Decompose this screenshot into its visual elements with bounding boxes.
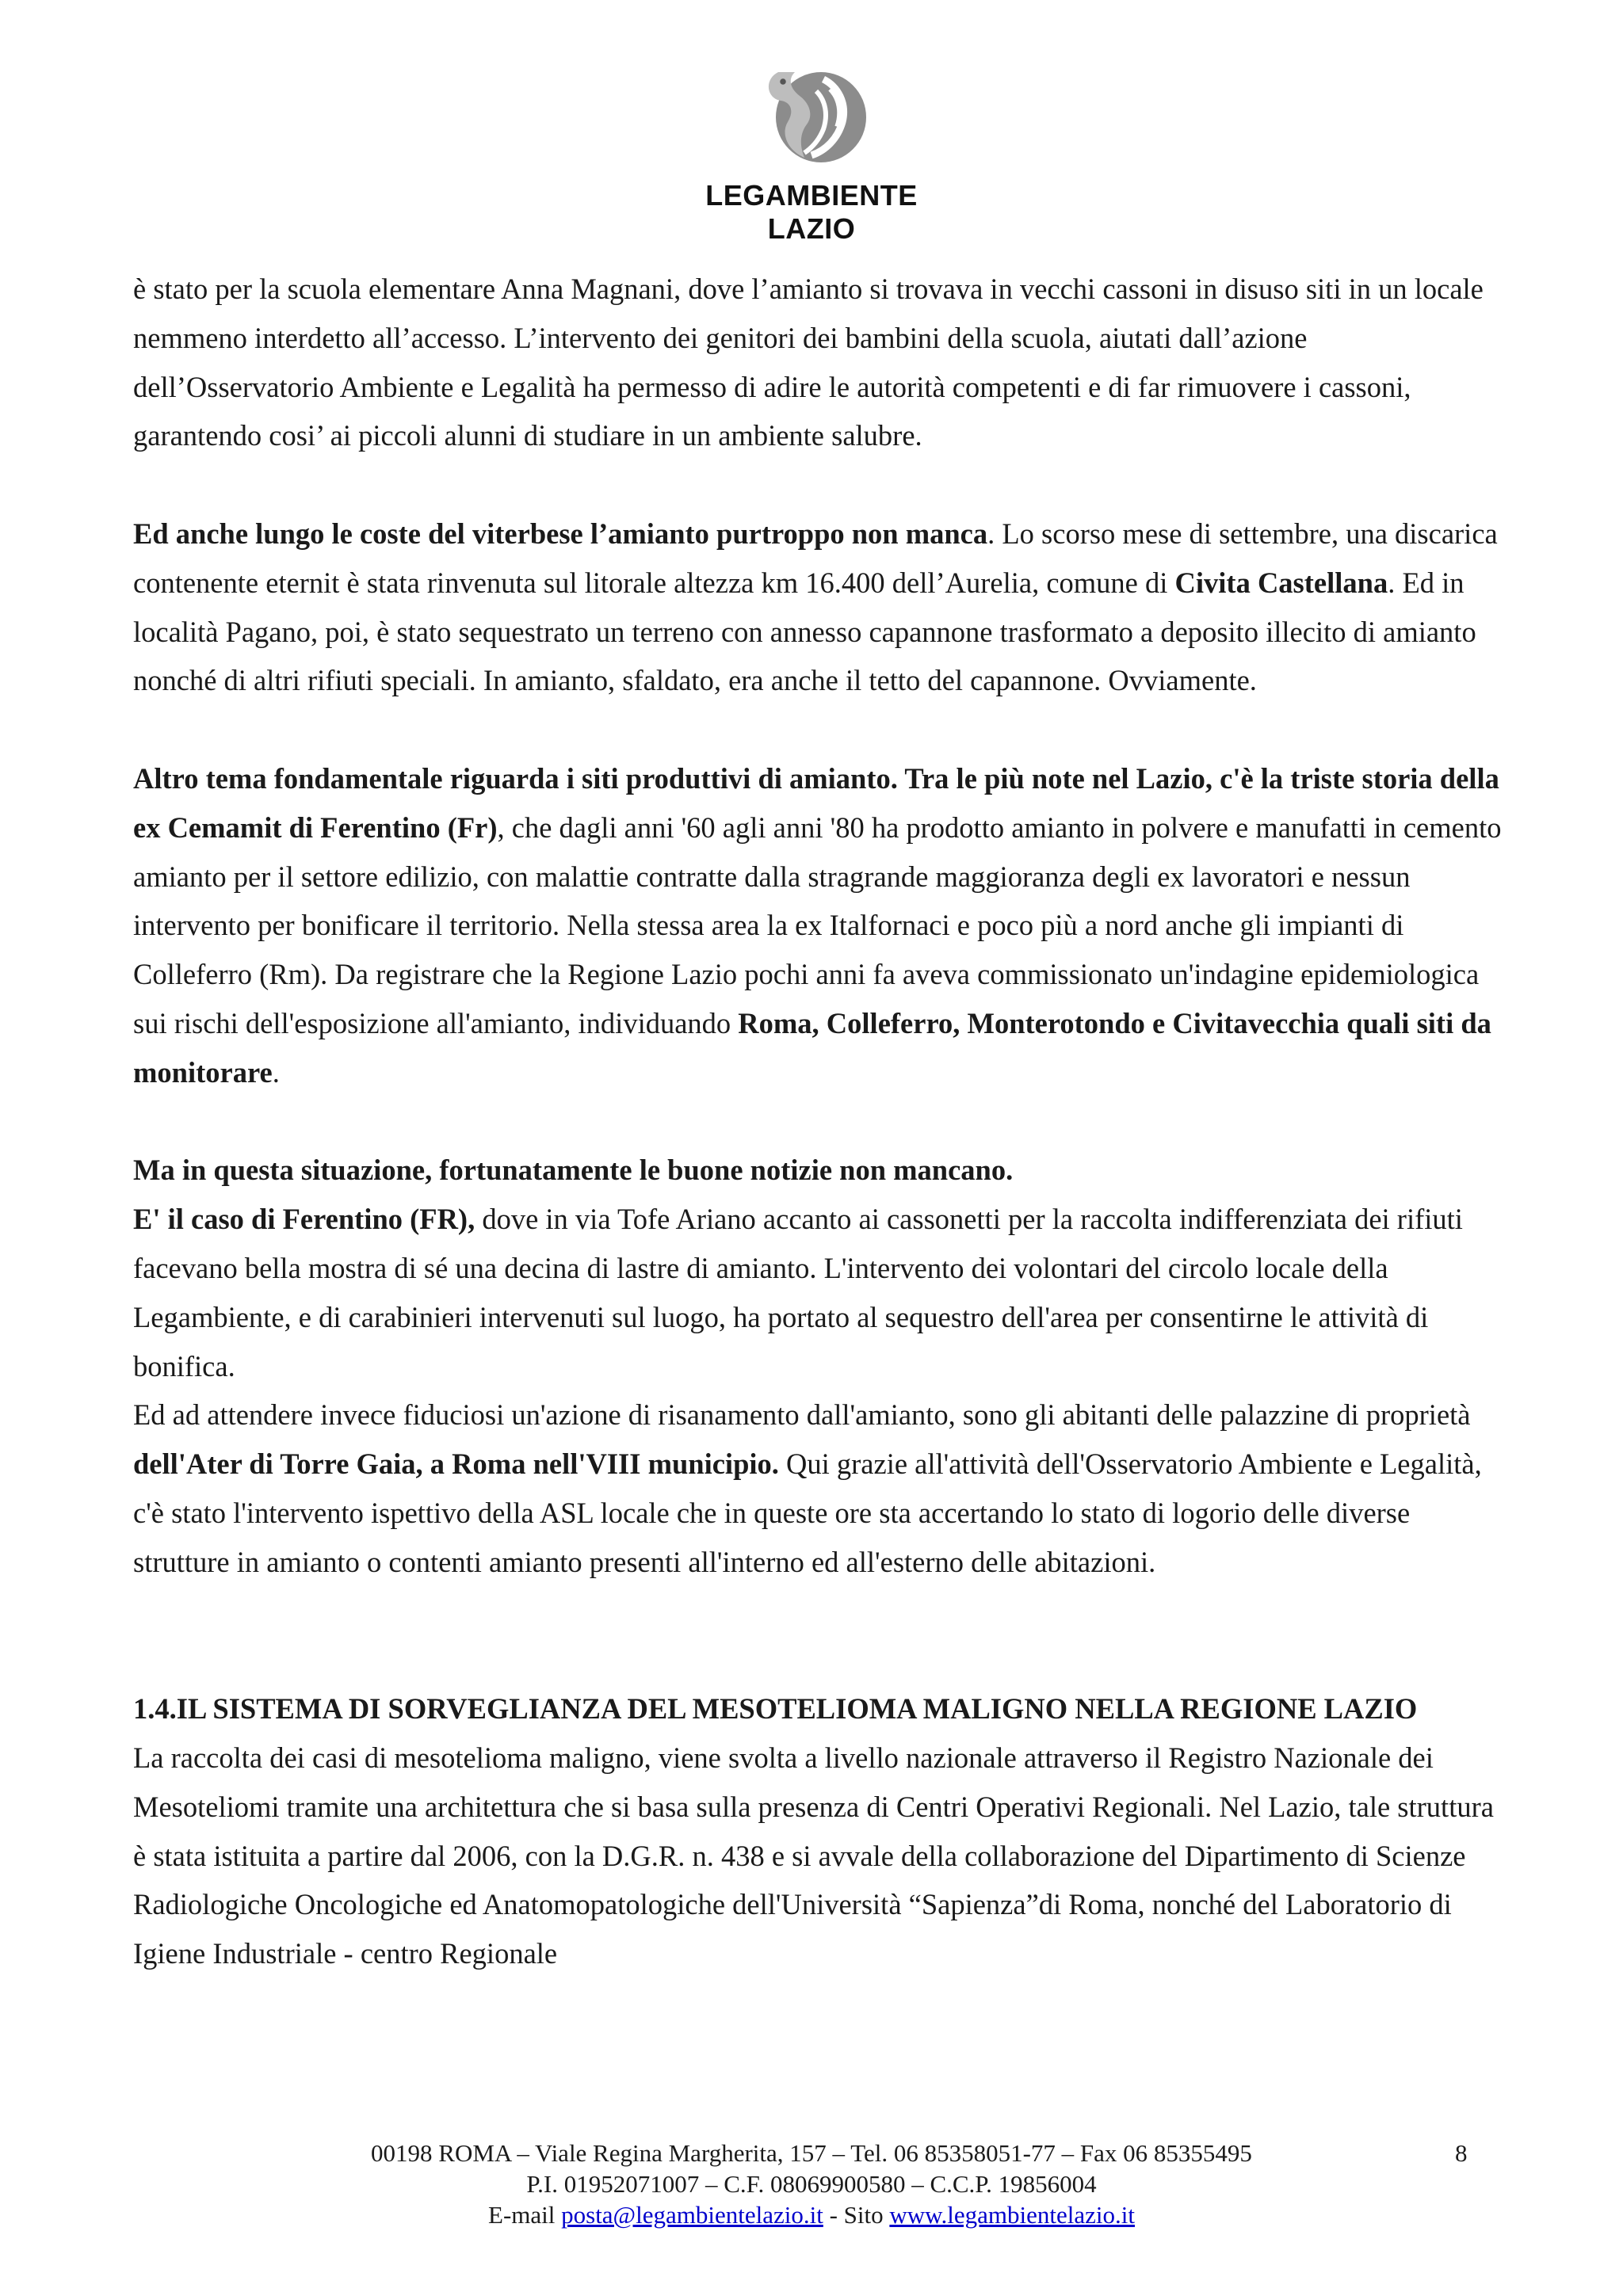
bold-text: E' il caso di Ferentino (FR),: [133, 1203, 475, 1236]
bold-text: Ed anche lungo le coste del viterbese l’amianto purtroppo non manca: [133, 517, 988, 550]
footer-address: 00198 ROMA – Viale Regina Margherita, 157 – Tel. 06 85358051-77 – Fax 06 85355495: [371, 2139, 1252, 2167]
bold-text: dell'Ater di Torre Gaia, a Roma nell'VIII municipio.: [133, 1447, 779, 1481]
page-number: 8: [1455, 2139, 1468, 2167]
document-body: [133, 265, 1512, 1978]
brand-region: LAZIO: [767, 212, 856, 245]
paragraph: Ed ad attendere invece fiduciosi un'azione di risanamento dall'amianto, sono gli abitanti delle palazzine di proprietà dell'Ater di Torre Gaia, a Roma nell'VIII municipio. Qui grazie all'attività dell'Osservatorio Ambiente e Legalità, c'è stato l'intervento ispettivo della ASL locale che in queste ore sta accertando lo stato di logorio delle diverse strutture in amianto o contenti amianto presenti all'interno ed all'esterno delle abitazioni.: [133, 1398, 1482, 1578]
paragraph: Ed anche lungo le coste del viterbese l’amianto purtroppo non manca. Lo scorso mese di settembre, una discarica contenente eternit è stata rinvenuta sul litorale altezza km 16.400 dell’Aurelia, comune di Civita Castellana. Ed in località Pagano, poi, è stato sequestrato un terreno con annesso capannone trasformato a deposito illecito di amianto nonché di altri rifiuti speciali. In amianto, sfaldato, era anche il tetto del capannone. Ovviamente.: [133, 517, 1498, 697]
brand-name: LEGAMBIENTE: [705, 179, 918, 212]
letterhead: [0, 55, 1623, 246]
footer-fiscal: P.I. 01952071007 – C.F. 08069900580 – C.C.P. 19856004: [526, 2170, 1097, 2198]
website-link[interactable]: www.legambientelazio.it: [889, 2201, 1135, 2229]
paragraph-heading: Ma in questa situazione, fortunatamente le buone notizie non mancano.: [133, 1154, 1014, 1187]
email-link[interactable]: posta@legambientelazio.it: [561, 2201, 823, 2229]
page-footer: [0, 2138, 1623, 2230]
swan-logo-icon: [752, 55, 871, 174]
bold-text: Roma, Colleferro, Monterotondo e Civitavecchia quali siti da monitorare: [133, 1006, 1491, 1089]
footer-contacts: E-mail posta@legambientelazio.it - Sito www.legambientelazio.it: [488, 2201, 1135, 2229]
paragraph: è stato per la scuola elementare Anna Magnani, dove l’amianto si trovava in vecchi cassoni in disuso siti in un locale nemmeno interdetto all’accesso. L’intervento dei genitori dei bambini della scuola, aiutati dall’azione dell’Osservatorio Ambiente e Legalità ha permesso di adire le autorità competenti e di far rimuovere i cassoni, garantendo cosi’ ai piccoli alunni di studiare in un ambiente salubre.: [133, 273, 1484, 452]
section-heading: 1.4.IL SISTEMA DI SORVEGLIANZA DEL MESOTELIOMA MALIGNO NELLA REGIONE LAZIO: [133, 1692, 1418, 1726]
bold-text: Civita Castellana: [1174, 566, 1388, 599]
paragraph: E' il caso di Ferentino (FR), dove in via Tofe Ariano accanto ai cassonetti per la raccolta indifferenziata dei rifiuti facevano bella mostra di sé una decina di lastre di amianto. L'intervento dei volontari del circolo locale della Legambiente, e di carabinieri intervenuti sul luogo, ha portato al sequestro dell'area per consentirne le attività di bonifica.: [133, 1203, 1463, 1383]
paragraph: La raccolta dei casi di mesotelioma maligno, viene svolta a livello nazionale attraverso il Registro Nazionale dei Mesoteliomi tramite una architettura che si basa sulla presenza di Centri Operativi Regionali. Nel Lazio, tale struttura è stata istituita a partire dal 2006, con la D.G.R. n. 438 e si avvale della collaborazione del Dipartimento di Scienze Radiologiche Oncologiche ed Anatomopatologiche dell'Università “Sapienza”di Roma, nonché del Laboratorio di Igiene Industriale - centro Regionale: [133, 1741, 1494, 1970]
bold-text: Altro tema fondamentale riguarda i siti produttivi di amianto. Tra le più note nel Lazio, c'è la triste storia della ex Cemamit di Ferentino (Fr): [133, 761, 1499, 844]
paragraph: Altro tema fondamentale riguarda i siti produttivi di amianto. Tra le più note nel Lazio, c'è la triste storia della ex Cemamit di Ferentino (Fr), che dagli anni '60 agli anni '80 ha prodotto amianto in polvere e manufatti in cemento amianto per il settore edilizio, con malattie contratte dalla stragrande maggioranza degli ex lavoratori e nessun intervento per bonificare il territorio. Nella stessa area la ex Italfornaci e poco più a nord anche gli impianti di Colleferro (Rm). Da registrare che la Regione Lazio pochi anni fa aveva commissionato un'indagine epidemiologica sui rischi dell'esposizione all'amianto, individuando Roma, Colleferro, Monterotondo e Civitavecchia quali siti da monitorare.: [133, 761, 1502, 1089]
